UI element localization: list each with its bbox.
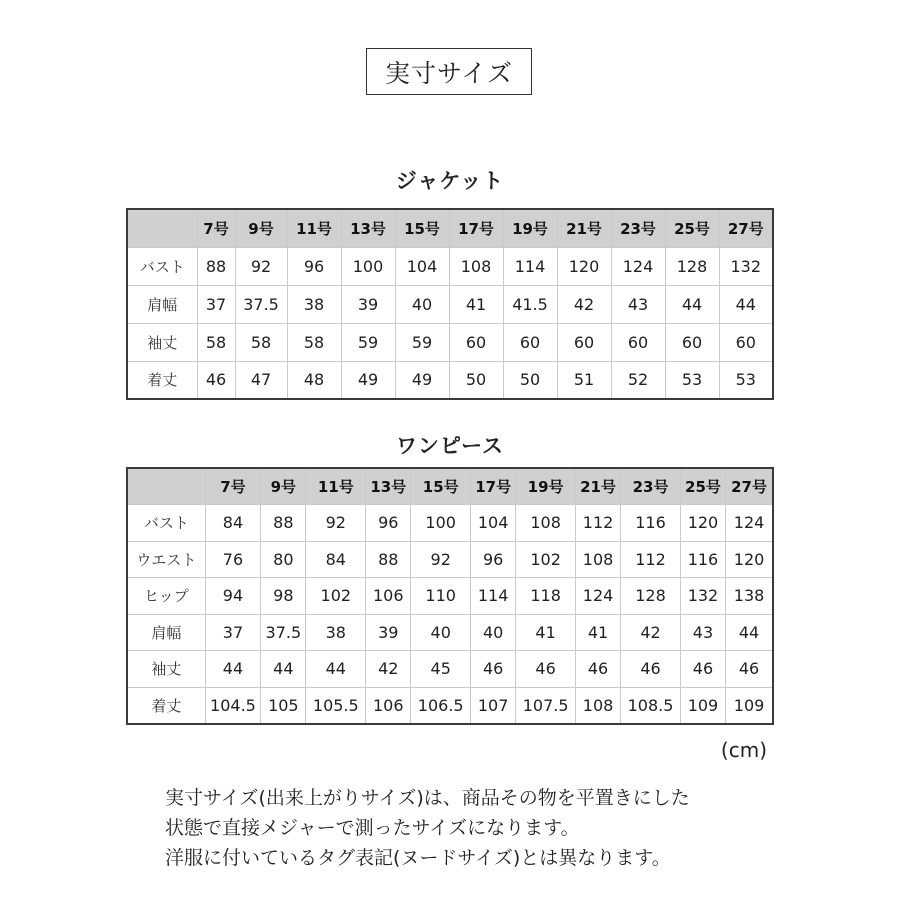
value-cell: 49 bbox=[341, 361, 395, 399]
value-cell: 53 bbox=[665, 361, 719, 399]
value-cell: 88 bbox=[197, 247, 235, 285]
value-cell: 51 bbox=[557, 361, 611, 399]
value-cell: 37.5 bbox=[261, 614, 306, 651]
table-row bbox=[127, 323, 773, 361]
value-cell: 60 bbox=[665, 323, 719, 361]
value-cell: 46 bbox=[621, 651, 681, 688]
value-cell: 112 bbox=[621, 541, 681, 578]
row-label-cell: 肩幅 bbox=[127, 285, 197, 323]
value-cell: 88 bbox=[261, 505, 306, 542]
table-row bbox=[127, 505, 773, 542]
value-cell: 45 bbox=[411, 651, 471, 688]
value-cell: 100 bbox=[411, 505, 471, 542]
value-cell: 44 bbox=[205, 651, 261, 688]
table-row bbox=[127, 247, 773, 285]
value-cell: 42 bbox=[621, 614, 681, 651]
value-cell: 37 bbox=[205, 614, 261, 651]
value-cell: 105.5 bbox=[306, 687, 366, 724]
table-row bbox=[127, 541, 773, 578]
value-cell: 76 bbox=[205, 541, 261, 578]
value-cell: 44 bbox=[726, 614, 773, 651]
value-cell: 41.5 bbox=[503, 285, 557, 323]
table-header-row bbox=[127, 468, 773, 505]
value-cell: 46 bbox=[726, 651, 773, 688]
value-cell: 41 bbox=[449, 285, 503, 323]
size-header-cell: 13号 bbox=[366, 468, 411, 505]
jacket-section-title: ジャケット bbox=[395, 169, 505, 193]
value-cell: 53 bbox=[719, 361, 773, 399]
value-cell: 47 bbox=[235, 361, 287, 399]
note-line: 実寸サイズ(出来上がりサイズ)は、商品その物を平置きにした bbox=[165, 787, 690, 809]
value-cell: 37.5 bbox=[235, 285, 287, 323]
value-cell: 108.5 bbox=[621, 687, 681, 724]
value-cell: 116 bbox=[680, 541, 725, 578]
table-row bbox=[127, 578, 773, 615]
value-cell: 108 bbox=[575, 687, 620, 724]
value-cell: 108 bbox=[575, 541, 620, 578]
table-row bbox=[127, 687, 773, 724]
row-label-cell: 着丈 bbox=[127, 687, 205, 724]
value-cell: 109 bbox=[726, 687, 773, 724]
value-cell: 106 bbox=[366, 687, 411, 724]
size-header-cell: 11号 bbox=[287, 209, 341, 247]
size-header-cell: 21号 bbox=[575, 468, 620, 505]
value-cell: 96 bbox=[287, 247, 341, 285]
value-cell: 109 bbox=[680, 687, 725, 724]
row-label-cell: 着丈 bbox=[127, 361, 197, 399]
size-header-cell: 19号 bbox=[516, 468, 576, 505]
notes bbox=[165, 783, 690, 873]
size-header-cell: 23号 bbox=[621, 468, 681, 505]
table-row bbox=[127, 285, 773, 323]
row-label-cell: ヒップ bbox=[127, 578, 205, 615]
value-cell: 41 bbox=[516, 614, 576, 651]
unit-label: (cm) bbox=[720, 738, 767, 762]
value-cell: 46 bbox=[516, 651, 576, 688]
value-cell: 106 bbox=[366, 578, 411, 615]
size-header-cell: 15号 bbox=[411, 468, 471, 505]
value-cell: 110 bbox=[411, 578, 471, 615]
row-label-cell: 肩幅 bbox=[127, 614, 205, 651]
dress-size-table bbox=[126, 467, 774, 725]
size-header-cell: 9号 bbox=[261, 468, 306, 505]
value-cell: 92 bbox=[306, 505, 366, 542]
value-cell: 107 bbox=[471, 687, 516, 724]
value-cell: 88 bbox=[366, 541, 411, 578]
size-header-cell: 25号 bbox=[680, 468, 725, 505]
size-header-cell: 17号 bbox=[449, 209, 503, 247]
value-cell: 104 bbox=[471, 505, 516, 542]
value-cell: 84 bbox=[205, 505, 261, 542]
value-cell: 106.5 bbox=[411, 687, 471, 724]
size-header-cell: 25号 bbox=[665, 209, 719, 247]
table-row bbox=[127, 651, 773, 688]
size-header-cell: 21号 bbox=[557, 209, 611, 247]
size-header-cell: 27号 bbox=[719, 209, 773, 247]
size-header-cell: 17号 bbox=[471, 468, 516, 505]
value-cell: 107.5 bbox=[516, 687, 576, 724]
value-cell: 60 bbox=[611, 323, 665, 361]
value-cell: 52 bbox=[611, 361, 665, 399]
value-cell: 46 bbox=[575, 651, 620, 688]
value-cell: 59 bbox=[395, 323, 449, 361]
size-header-cell: 7号 bbox=[197, 209, 235, 247]
note-line: 洋服に付いているタグ表記(ヌードサイズ)とは異なります。 bbox=[165, 847, 671, 869]
value-cell: 84 bbox=[306, 541, 366, 578]
value-cell: 60 bbox=[449, 323, 503, 361]
value-cell: 43 bbox=[611, 285, 665, 323]
value-cell: 50 bbox=[449, 361, 503, 399]
value-cell: 80 bbox=[261, 541, 306, 578]
value-cell: 124 bbox=[726, 505, 773, 542]
value-cell: 60 bbox=[719, 323, 773, 361]
row-label-cell: 袖丈 bbox=[127, 651, 205, 688]
value-cell: 108 bbox=[449, 247, 503, 285]
value-cell: 38 bbox=[287, 285, 341, 323]
value-cell: 96 bbox=[366, 505, 411, 542]
page-title: 実寸サイズ bbox=[366, 48, 532, 95]
dress-section-title: ワンピース bbox=[395, 434, 505, 458]
value-cell: 92 bbox=[235, 247, 287, 285]
value-cell: 42 bbox=[557, 285, 611, 323]
value-cell: 124 bbox=[575, 578, 620, 615]
header-corner-cell bbox=[127, 468, 205, 505]
value-cell: 94 bbox=[205, 578, 261, 615]
value-cell: 60 bbox=[503, 323, 557, 361]
row-label-cell: バスト bbox=[127, 505, 205, 542]
value-cell: 43 bbox=[680, 614, 725, 651]
value-cell: 104 bbox=[395, 247, 449, 285]
value-cell: 96 bbox=[471, 541, 516, 578]
value-cell: 44 bbox=[719, 285, 773, 323]
header-corner-cell bbox=[127, 209, 197, 247]
row-label-cell: ウエスト bbox=[127, 541, 205, 578]
value-cell: 48 bbox=[287, 361, 341, 399]
table-row bbox=[127, 614, 773, 651]
value-cell: 132 bbox=[680, 578, 725, 615]
value-cell: 132 bbox=[719, 247, 773, 285]
value-cell: 58 bbox=[235, 323, 287, 361]
jacket-size-table bbox=[126, 208, 774, 400]
value-cell: 60 bbox=[557, 323, 611, 361]
size-header-cell: 19号 bbox=[503, 209, 557, 247]
value-cell: 58 bbox=[287, 323, 341, 361]
value-cell: 104.5 bbox=[205, 687, 261, 724]
value-cell: 128 bbox=[621, 578, 681, 615]
value-cell: 46 bbox=[680, 651, 725, 688]
value-cell: 100 bbox=[341, 247, 395, 285]
value-cell: 92 bbox=[411, 541, 471, 578]
value-cell: 49 bbox=[395, 361, 449, 399]
value-cell: 58 bbox=[197, 323, 235, 361]
value-cell: 39 bbox=[366, 614, 411, 651]
size-header-cell: 15号 bbox=[395, 209, 449, 247]
value-cell: 38 bbox=[306, 614, 366, 651]
size-header-cell: 9号 bbox=[235, 209, 287, 247]
value-cell: 105 bbox=[261, 687, 306, 724]
size-header-cell: 13号 bbox=[341, 209, 395, 247]
size-header-cell: 11号 bbox=[306, 468, 366, 505]
value-cell: 138 bbox=[726, 578, 773, 615]
value-cell: 44 bbox=[306, 651, 366, 688]
value-cell: 40 bbox=[411, 614, 471, 651]
value-cell: 46 bbox=[197, 361, 235, 399]
value-cell: 114 bbox=[503, 247, 557, 285]
value-cell: 116 bbox=[621, 505, 681, 542]
table-row bbox=[127, 361, 773, 399]
value-cell: 41 bbox=[575, 614, 620, 651]
value-cell: 124 bbox=[611, 247, 665, 285]
size-header-cell: 7号 bbox=[205, 468, 261, 505]
value-cell: 46 bbox=[471, 651, 516, 688]
value-cell: 120 bbox=[680, 505, 725, 542]
value-cell: 108 bbox=[516, 505, 576, 542]
value-cell: 39 bbox=[341, 285, 395, 323]
value-cell: 42 bbox=[366, 651, 411, 688]
value-cell: 44 bbox=[665, 285, 719, 323]
value-cell: 98 bbox=[261, 578, 306, 615]
value-cell: 40 bbox=[395, 285, 449, 323]
table-header-row bbox=[127, 209, 773, 247]
value-cell: 59 bbox=[341, 323, 395, 361]
value-cell: 120 bbox=[557, 247, 611, 285]
value-cell: 118 bbox=[516, 578, 576, 615]
value-cell: 102 bbox=[516, 541, 576, 578]
value-cell: 102 bbox=[306, 578, 366, 615]
value-cell: 114 bbox=[471, 578, 516, 615]
value-cell: 50 bbox=[503, 361, 557, 399]
row-label-cell: 袖丈 bbox=[127, 323, 197, 361]
value-cell: 128 bbox=[665, 247, 719, 285]
size-header-cell: 23号 bbox=[611, 209, 665, 247]
value-cell: 37 bbox=[197, 285, 235, 323]
value-cell: 44 bbox=[261, 651, 306, 688]
size-header-cell: 27号 bbox=[726, 468, 773, 505]
value-cell: 40 bbox=[471, 614, 516, 651]
note-line: 状態で直接メジャーで測ったサイズになります。 bbox=[165, 817, 580, 839]
row-label-cell: バスト bbox=[127, 247, 197, 285]
value-cell: 112 bbox=[575, 505, 620, 542]
value-cell: 120 bbox=[726, 541, 773, 578]
